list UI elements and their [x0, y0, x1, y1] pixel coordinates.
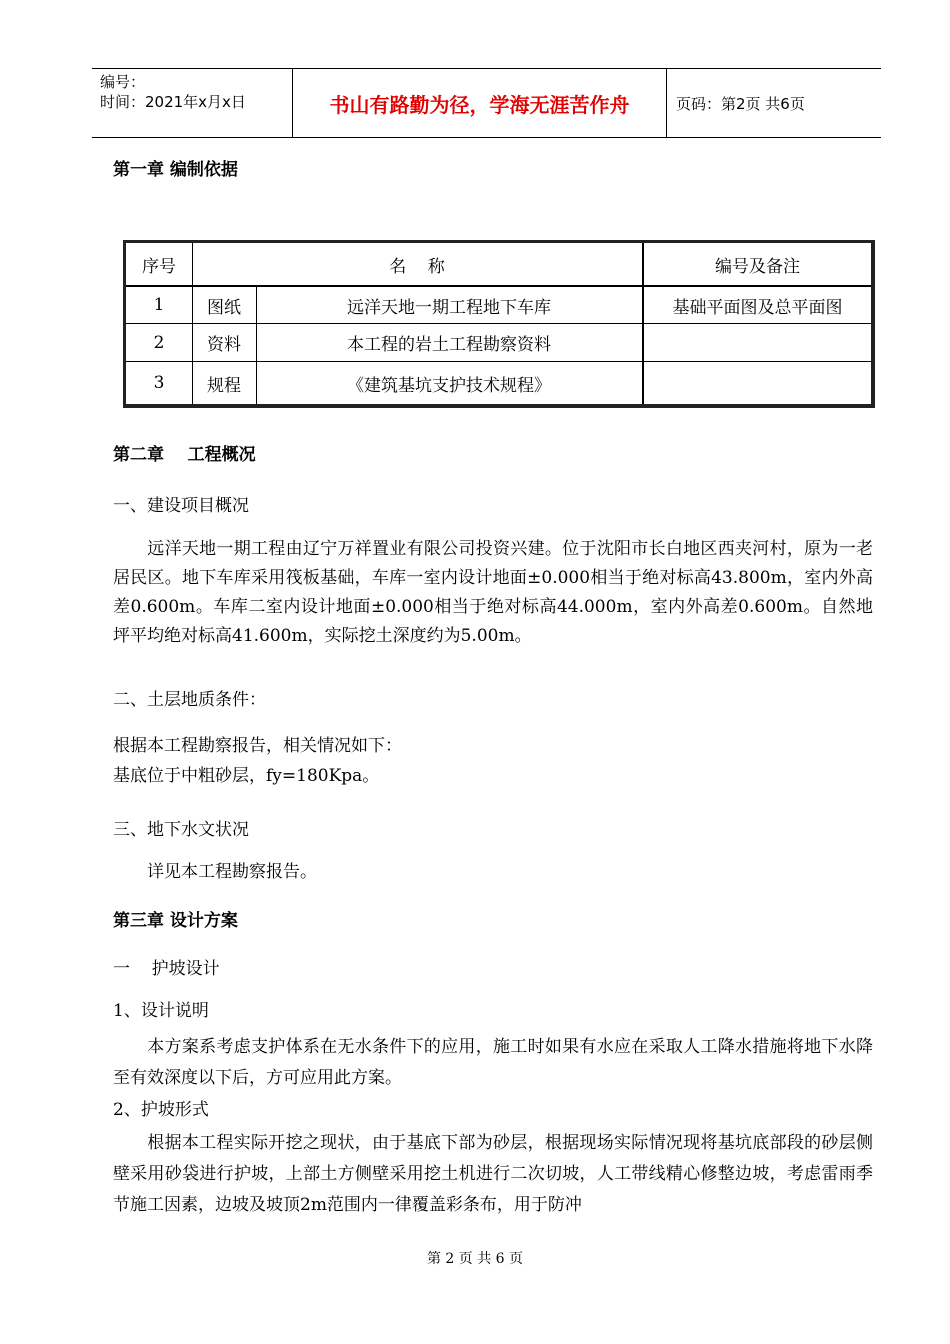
table-cell-type: 资料 — [207, 335, 241, 355]
table-cell-type: 规程 — [207, 375, 241, 396]
paragraph-text: 远洋天地一期工程由辽宁万祥置业有限公司投资兴建。位于沈阳市长白地区西夹河村，原为一老居民区。地下车库采用筏板基础，车库一室内设计地面±0.000相当于绝对标高43.800m，室内外高差0.600m。车库二室内设计地面±0.000相当于绝对标高44.000m，室内外高差0.600m。自然地坪平均绝对标高41.600m，实际挖土深度约为5.00m。 — [113, 539, 873, 646]
table-cell-name: 《建筑基坑支护技术规程》 — [347, 375, 551, 396]
table-cell-no: 3 — [153, 373, 165, 393]
table-cell-note — [644, 324, 871, 361]
header-page-label: 页码：第2页 共6页 — [676, 94, 805, 113]
chapter3-title: 第三章 设计方案 — [113, 911, 238, 931]
number-label: 编号： — [100, 73, 146, 91]
slope-form-paragraph — [113, 1128, 873, 1221]
project-overview-paragraph — [113, 535, 873, 651]
table-header-name: 名 称 — [389, 256, 445, 277]
table-cell-type: 图纸 — [207, 297, 241, 318]
table-cell-name: 远洋天地一期工程地下车库 — [347, 297, 551, 318]
paragraph-line: 详见本工程勘察报告。 — [147, 862, 317, 882]
table-header-note: 编号及备注 — [715, 256, 800, 277]
table-cell-note: 基础平面图及总平面图 — [672, 297, 843, 318]
table-cell-note — [644, 362, 871, 404]
paragraph-text: 根据本工程实际开挖之现状，由于基底下部为砂层，根据现场实际情况现将基坑底部段的砂层侧壁采用砂袋进行护坡，上部土方侧壁采用挖土机进行二次切坡，人工带线精心修整边坡，考虑雷雨季节施工因素，边坡及坡顶2m范围内一律覆盖彩条布，用于防冲 — [113, 1133, 873, 1215]
time-label: 时间：2021年x月x日 — [100, 93, 246, 111]
table-header-no: 序号 — [142, 256, 176, 277]
section-title: 三、地下水文状况 — [113, 820, 249, 840]
header-motto: 书山有路勤为径，学海无涯苦作舟 — [292, 69, 667, 137]
chapter2-title: 第二章 工程概况 — [113, 445, 256, 465]
subsection-title: 2、护坡形式 — [113, 1100, 209, 1120]
basis-table — [123, 240, 875, 408]
paragraph-line: 根据本工程勘察报告，相关情况如下： — [113, 736, 402, 756]
chapter1-title: 第一章 编制依据 — [113, 160, 238, 180]
section-title: 二、土层地质条件： — [113, 690, 266, 710]
design-note-paragraph — [113, 1032, 873, 1094]
table-cell-no: 2 — [153, 332, 165, 353]
paragraph-text: 本方案系考虑支护体系在无水条件下的应用，施工时如果有水应在采取人工降水措施将地下水降至有效深度以下后，方可应用此方案。 — [113, 1037, 873, 1088]
header-meta — [92, 69, 292, 137]
table-cell-no: 1 — [153, 295, 165, 315]
subsection-title: 1、设计说明 — [113, 1001, 209, 1021]
paragraph-line: 基底位于中粗砂层，fy=180Kpa。 — [113, 766, 380, 786]
section-title: 一 护坡设计 — [113, 959, 220, 979]
page-footer: 第 2 页 共 6 页 — [426, 1251, 524, 1267]
table-cell-name: 本工程的岩土工程勘察资料 — [347, 335, 551, 355]
page-header — [92, 68, 881, 138]
section-title: 一、建设项目概况 — [113, 496, 249, 516]
